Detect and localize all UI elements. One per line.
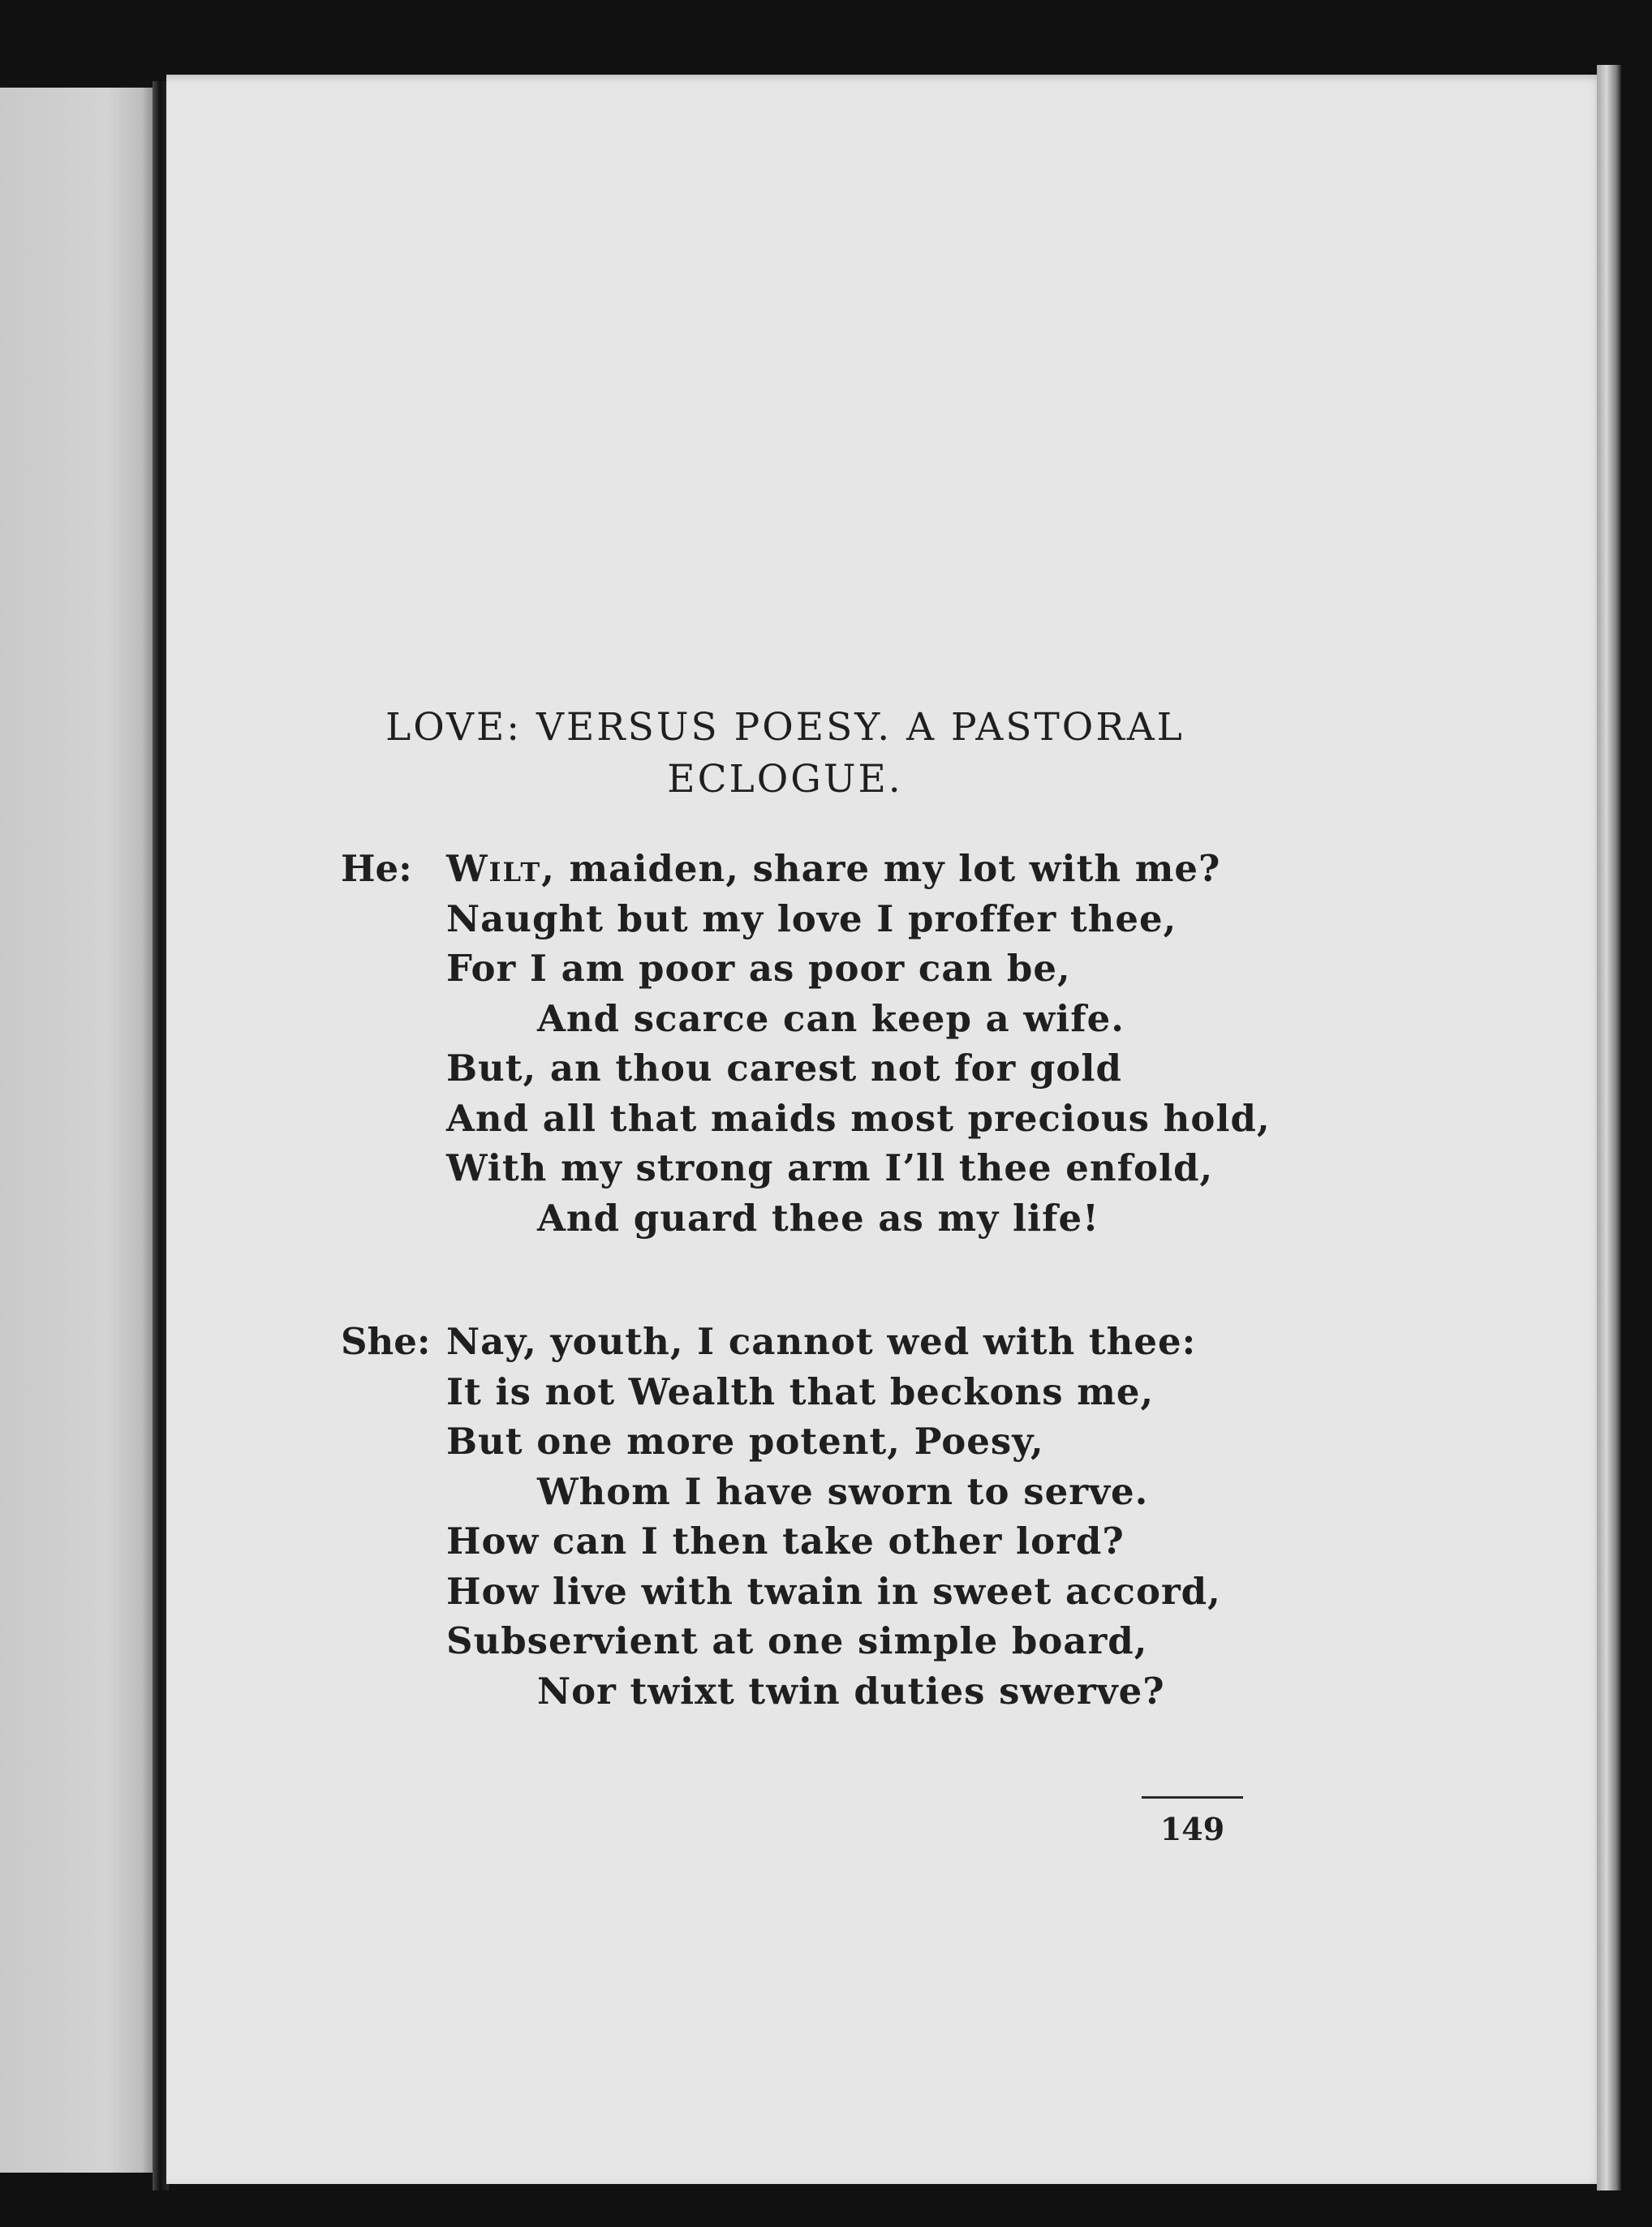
poem-title — [361, 702, 1209, 806]
speaker-label: He: — [341, 847, 412, 890]
verse-line — [341, 1143, 1233, 1193]
verse-text: And scarce can keep a wife. — [537, 996, 1125, 1040]
verse-line — [341, 1467, 1233, 1517]
verse-text: It is not Wealth that beckons me, — [446, 1369, 1155, 1413]
verse-text: Nay, youth, I cannot wed with thee: — [446, 1320, 1197, 1363]
verse-line — [341, 1666, 1233, 1717]
verse-line — [341, 1043, 1233, 1094]
verse-text: And all that maids most precious hold, — [446, 1096, 1271, 1140]
verse-line — [341, 1616, 1233, 1666]
verse-text: For I am poor as poor can be, — [446, 947, 1071, 990]
verse-line — [341, 1317, 1233, 1367]
verse-line — [341, 1567, 1233, 1617]
verse-line — [341, 944, 1233, 994]
page-right-edge — [1597, 65, 1621, 2190]
verse-text: But one more potent, Poesy, — [446, 1420, 1044, 1463]
verse-text — [446, 844, 1220, 894]
verse-text: How live with twain in sweet accord, — [446, 1569, 1221, 1613]
verse-text: But, an thou carest not for gold — [446, 1047, 1122, 1090]
verse-line — [341, 1516, 1233, 1567]
verse-line — [341, 844, 1233, 894]
verse-text: Nor twixt twin duties swerve? — [537, 1669, 1165, 1713]
verse-line — [341, 994, 1233, 1044]
footer-rule — [1142, 1796, 1243, 1799]
page-number: 149 — [1159, 1811, 1225, 1847]
verse-initial-word: Wilt, — [446, 847, 556, 890]
verse-line — [341, 1193, 1233, 1244]
verse-line — [341, 1417, 1233, 1467]
stanza-she — [341, 1317, 1233, 1716]
stanza-he — [341, 844, 1271, 1243]
verse-text: How can I then take other lord? — [446, 1520, 1125, 1563]
verse-text: Whom I have sworn to serve. — [537, 1469, 1149, 1513]
verse-line — [341, 1094, 1271, 1144]
poem-title-line-1: LOVE: VERSUS POESY. A PASTORAL — [385, 705, 1185, 750]
verse-text-rest: maiden, share my lot with me? — [555, 847, 1221, 890]
verse-text: Subservient at one simple board, — [446, 1619, 1148, 1662]
verse-text: And guard thee as my life! — [537, 1196, 1099, 1240]
verse-line — [341, 894, 1233, 944]
verse-line — [341, 1367, 1233, 1417]
verse-text: With my strong arm I’ll thee enfold, — [446, 1146, 1214, 1189]
verse-text: Naught but my love I proffer thee, — [446, 896, 1177, 940]
facing-page-edge — [0, 88, 154, 2173]
poem-title-line-2: ECLOGUE. — [667, 757, 903, 802]
speaker-label: She: — [341, 1320, 431, 1363]
